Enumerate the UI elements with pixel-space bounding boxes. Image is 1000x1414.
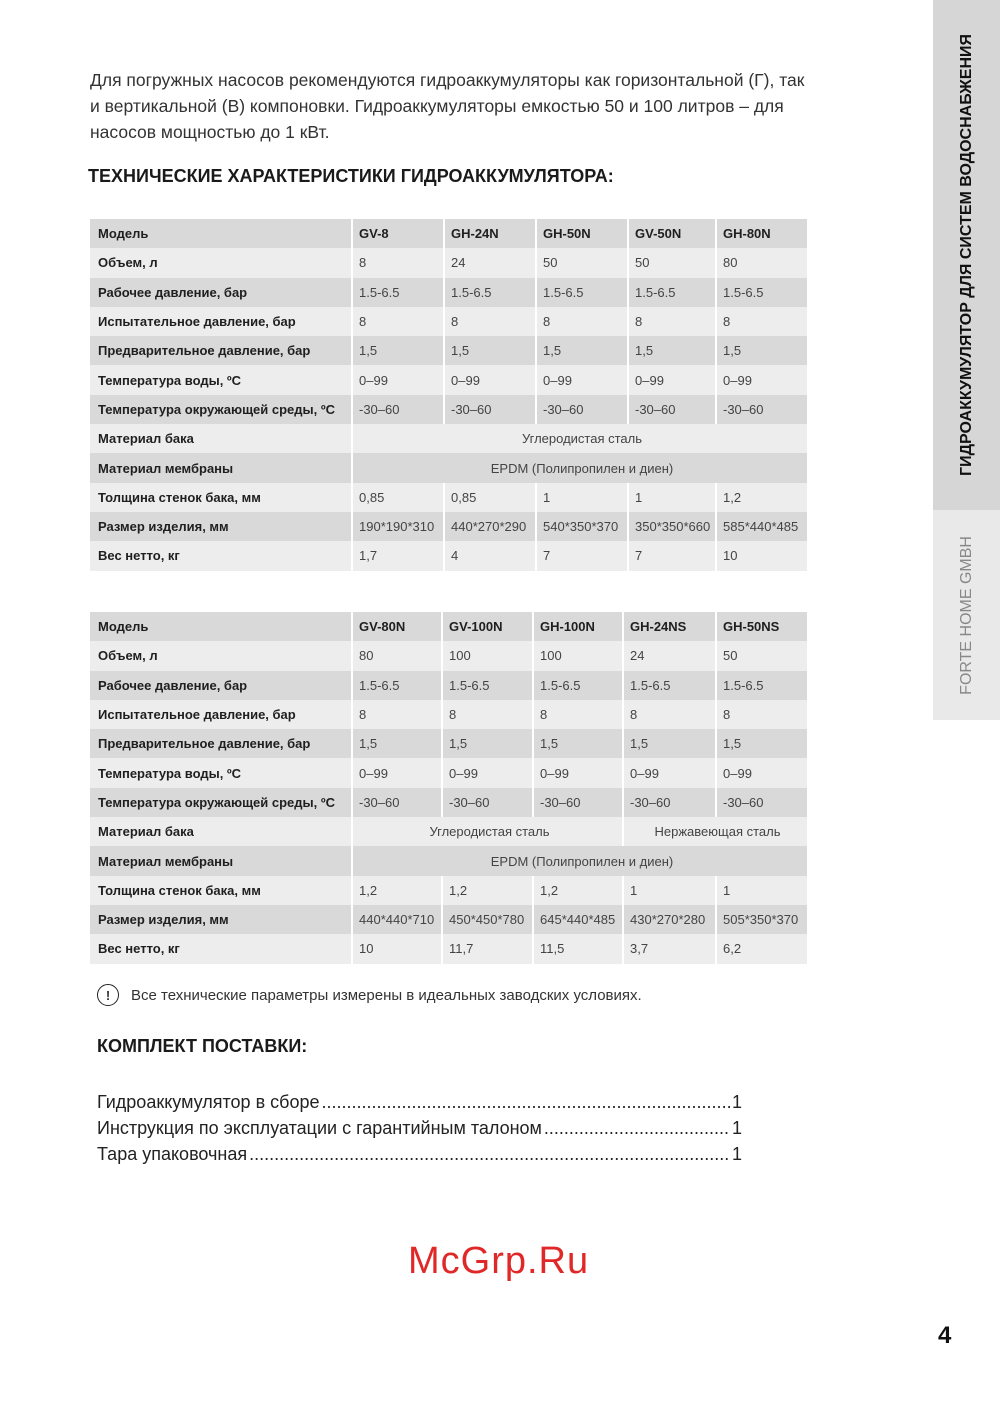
table-cell: 6,2 (716, 934, 807, 963)
table-cell: 1,5 (442, 729, 533, 758)
row-label: Модель (90, 219, 352, 248)
row-label: Вес нетто, кг (90, 934, 352, 963)
table-cell: 1,5 (352, 336, 444, 365)
side-tab (933, 0, 1000, 720)
model-header-cell: GH-24NS (623, 612, 716, 641)
table-cell: 8 (716, 700, 807, 729)
table-row (90, 641, 807, 670)
spec-table-1 (90, 219, 807, 571)
leader-dots (544, 1115, 730, 1141)
row-label: Температура воды, ºС (90, 365, 352, 394)
table-row (90, 248, 807, 277)
row-label: Объем, л (90, 248, 352, 277)
note (97, 984, 642, 1006)
table-cell: 645*440*485 (533, 905, 623, 934)
row-label: Материал бака (90, 817, 352, 846)
kit-item-qty: 1 (731, 1118, 742, 1138)
table-cell: 50 (628, 248, 716, 277)
row-label: Толщина стенок бака, мм (90, 876, 352, 905)
model-header-cell: GH-80N (716, 219, 807, 248)
table-cell: -30–60 (352, 788, 442, 817)
watermark: McGrp.Ru (408, 1240, 590, 1282)
brand-tab (933, 510, 1000, 720)
table-cell: 8 (536, 307, 628, 336)
row-label: Рабочее давление, бар (90, 671, 352, 700)
row-label: Предварительное давление, бар (90, 336, 352, 365)
table-cell: 440*440*710 (352, 905, 442, 934)
table-cell: 8 (716, 307, 807, 336)
table-cell: 11,5 (533, 934, 623, 963)
table-cell: -30–60 (533, 788, 623, 817)
table-cell: 7 (536, 541, 628, 570)
table-cell: 1 (536, 483, 628, 512)
table-cell: 1.5-6.5 (442, 671, 533, 700)
table-cell: 3,7 (623, 934, 716, 963)
table-cell: 1.5-6.5 (623, 671, 716, 700)
table-cell: 0–99 (623, 758, 716, 787)
kit-heading: КОМПЛЕКТ ПОСТАВКИ: (97, 1036, 308, 1056)
model-header-cell: GV-100N (442, 612, 533, 641)
table-cell: -30–60 (442, 788, 533, 817)
table-cell: 0,85 (352, 483, 444, 512)
table-cell: 1,5 (533, 729, 623, 758)
table-cell: 1,5 (716, 336, 807, 365)
row-label: Размер изделия, мм (90, 512, 352, 541)
table-cell: 50 (536, 248, 628, 277)
model-header-cell: GV-50N (628, 219, 716, 248)
kit-item (97, 1115, 742, 1141)
table-row (90, 336, 807, 365)
table-cell: 0–99 (352, 758, 442, 787)
table-cell: 1,2 (442, 876, 533, 905)
table-cell: 505*350*370 (716, 905, 807, 934)
table-cell: 1.5-6.5 (716, 671, 807, 700)
table-cell: 8 (623, 700, 716, 729)
spec-heading: ТЕХНИЧЕСКИЕ ХАРАКТЕРИСТИКИ ГИДРОАККУМУЛЯТОРА: (88, 166, 614, 186)
table-cell: 1,5 (623, 729, 716, 758)
table-cell: 24 (623, 641, 716, 670)
table-cell: EPDM (Полипропилен и диен) (352, 453, 807, 482)
table-row (90, 512, 807, 541)
table-cell: 540*350*370 (536, 512, 628, 541)
table-cell: 440*270*290 (444, 512, 536, 541)
table-cell: -30–60 (444, 395, 536, 424)
row-label: Вес нетто, кг (90, 541, 352, 570)
table-cell: 10 (352, 934, 442, 963)
table-cell: 1,5 (352, 729, 442, 758)
row-label: Модель (90, 612, 352, 641)
table-cell: 0–99 (536, 365, 628, 394)
table-row (90, 307, 807, 336)
table-cell: 1,2 (352, 876, 442, 905)
table-cell: 8 (444, 307, 536, 336)
table-cell: 0–99 (352, 365, 444, 394)
table-cell: 1,7 (352, 541, 444, 570)
table-cell: 0,85 (444, 483, 536, 512)
table-cell: 8 (352, 700, 442, 729)
kit-item (97, 1089, 742, 1115)
table-cell: -30–60 (623, 788, 716, 817)
table-cell: 350*350*660 (628, 512, 716, 541)
table-row (90, 788, 807, 817)
row-label: Толщина стенок бака, мм (90, 483, 352, 512)
table-cell: 24 (444, 248, 536, 277)
table-row (90, 483, 807, 512)
table-cell: 10 (716, 541, 807, 570)
table-cell: 1 (628, 483, 716, 512)
row-label: Материал мембраны (90, 453, 352, 482)
table-row (90, 876, 807, 905)
section-tab (933, 0, 1000, 510)
table-cell: 1,2 (716, 483, 807, 512)
table-row (90, 395, 807, 424)
table-cell: 1.5-6.5 (628, 278, 716, 307)
table-cell: 1,2 (533, 876, 623, 905)
kit-item-qty: 1 (731, 1144, 742, 1164)
table-cell: -30–60 (716, 788, 807, 817)
row-label: Материал бака (90, 424, 352, 453)
table-cell: -30–60 (716, 395, 807, 424)
table-cell: 1 (716, 876, 807, 905)
spec-table-2 (90, 612, 807, 964)
table-cell: 1.5-6.5 (352, 671, 442, 700)
row-label: Рабочее давление, бар (90, 278, 352, 307)
table-header-row (90, 612, 807, 641)
table-cell: 8 (352, 248, 444, 277)
table-row (90, 278, 807, 307)
brand-name: FORTE HOME GMBH (957, 535, 975, 695)
table-cell: 1,5 (628, 336, 716, 365)
model-header-cell: GV-8 (352, 219, 444, 248)
table-cell: 4 (444, 541, 536, 570)
table-cell: 80 (716, 248, 807, 277)
row-label: Температура окружающей среды, ºС (90, 395, 352, 424)
table-cell: Нержавеющая сталь (623, 817, 807, 846)
table-cell: 1,5 (716, 729, 807, 758)
table-row (90, 365, 807, 394)
kit-item-name: Гидроаккумулятор в сборе (97, 1092, 320, 1112)
table-cell: Углеродистая сталь (352, 424, 807, 453)
row-label: Объем, л (90, 641, 352, 670)
intro-paragraph: Для погружных насосов рекомендуются гидроаккумуляторы как горизонтальной (Г), так и вертикальной (В) компоновки. Гидроаккумуляторы емкостью 50 и 100 литров – для насосов мощностью до 1 кВт. (90, 70, 805, 142)
table-row (90, 934, 807, 963)
table-cell: 8 (533, 700, 623, 729)
table-cell: 100 (533, 641, 623, 670)
table-row (90, 846, 807, 875)
model-header-cell: GH-50NS (716, 612, 807, 641)
table-cell: 430*270*280 (623, 905, 716, 934)
row-label: Испытательное давление, бар (90, 700, 352, 729)
table-row (90, 541, 807, 570)
table-row (90, 700, 807, 729)
table-cell: 8 (628, 307, 716, 336)
kit-list (97, 1089, 742, 1167)
table-cell: 0–99 (716, 365, 807, 394)
model-header-cell: GH-50N (536, 219, 628, 248)
row-label: Материал мембраны (90, 846, 352, 875)
table-cell: 8 (352, 307, 444, 336)
table-cell: 11,7 (442, 934, 533, 963)
leader-dots (249, 1141, 730, 1167)
kit-item (97, 1141, 742, 1167)
table-cell: 1.5-6.5 (352, 278, 444, 307)
table-cell: 1.5-6.5 (536, 278, 628, 307)
table-cell: 7 (628, 541, 716, 570)
table-cell: 1.5-6.5 (716, 278, 807, 307)
table-cell: 190*190*310 (352, 512, 444, 541)
table-cell: Углеродистая сталь (352, 817, 623, 846)
exclamation-circle-icon: ! (97, 984, 119, 1006)
table-row (90, 729, 807, 758)
row-label: Предварительное давление, бар (90, 729, 352, 758)
table-cell: 0–99 (716, 758, 807, 787)
table-cell: -30–60 (352, 395, 444, 424)
table-cell: 1,5 (536, 336, 628, 365)
note-text: Все технические параметры измерены в идеальных заводских условиях. (131, 986, 642, 1004)
table-cell: -30–60 (628, 395, 716, 424)
model-header-cell: GH-24N (444, 219, 536, 248)
table-row (90, 758, 807, 787)
table-cell: EPDM (Полипропилен и диен) (352, 846, 807, 875)
table-cell: 80 (352, 641, 442, 670)
row-label: Температура окружающей среды, ºС (90, 788, 352, 817)
kit-item-name: Тара упаковочная (97, 1144, 248, 1164)
table-row (90, 671, 807, 700)
table-cell: 0–99 (444, 365, 536, 394)
table-header-row (90, 219, 807, 248)
row-label: Испытательное давление, бар (90, 307, 352, 336)
section-title: ГИДРОАККУМУЛЯТОР ДЛЯ СИСТЕМ ВОДОСНАБЖЕНИЯ (957, 34, 975, 476)
kit-item-qty: 1 (731, 1092, 742, 1112)
table-cell: 100 (442, 641, 533, 670)
table-cell: 1.5-6.5 (533, 671, 623, 700)
kit-item-name: Инструкция по эксплуатации с гарантийным талоном (97, 1118, 542, 1138)
table-cell: 1 (623, 876, 716, 905)
row-label: Температура воды, ºС (90, 758, 352, 787)
table-cell: 8 (442, 700, 533, 729)
table-cell: 585*440*485 (716, 512, 807, 541)
table-row (90, 453, 807, 482)
leader-dots (321, 1089, 730, 1115)
table-row (90, 905, 807, 934)
table-cell: -30–60 (536, 395, 628, 424)
table-row (90, 817, 807, 846)
table-cell: 1.5-6.5 (444, 278, 536, 307)
table-row (90, 424, 807, 453)
table-cell: 1,5 (444, 336, 536, 365)
table-cell: 450*450*780 (442, 905, 533, 934)
page-number: 4 (938, 1322, 952, 1349)
table-cell: 50 (716, 641, 807, 670)
table-cell: 0–99 (442, 758, 533, 787)
table-cell: 0–99 (628, 365, 716, 394)
row-label: Размер изделия, мм (90, 905, 352, 934)
model-header-cell: GH-100N (533, 612, 623, 641)
model-header-cell: GV-80N (352, 612, 442, 641)
table-cell: 0–99 (533, 758, 623, 787)
